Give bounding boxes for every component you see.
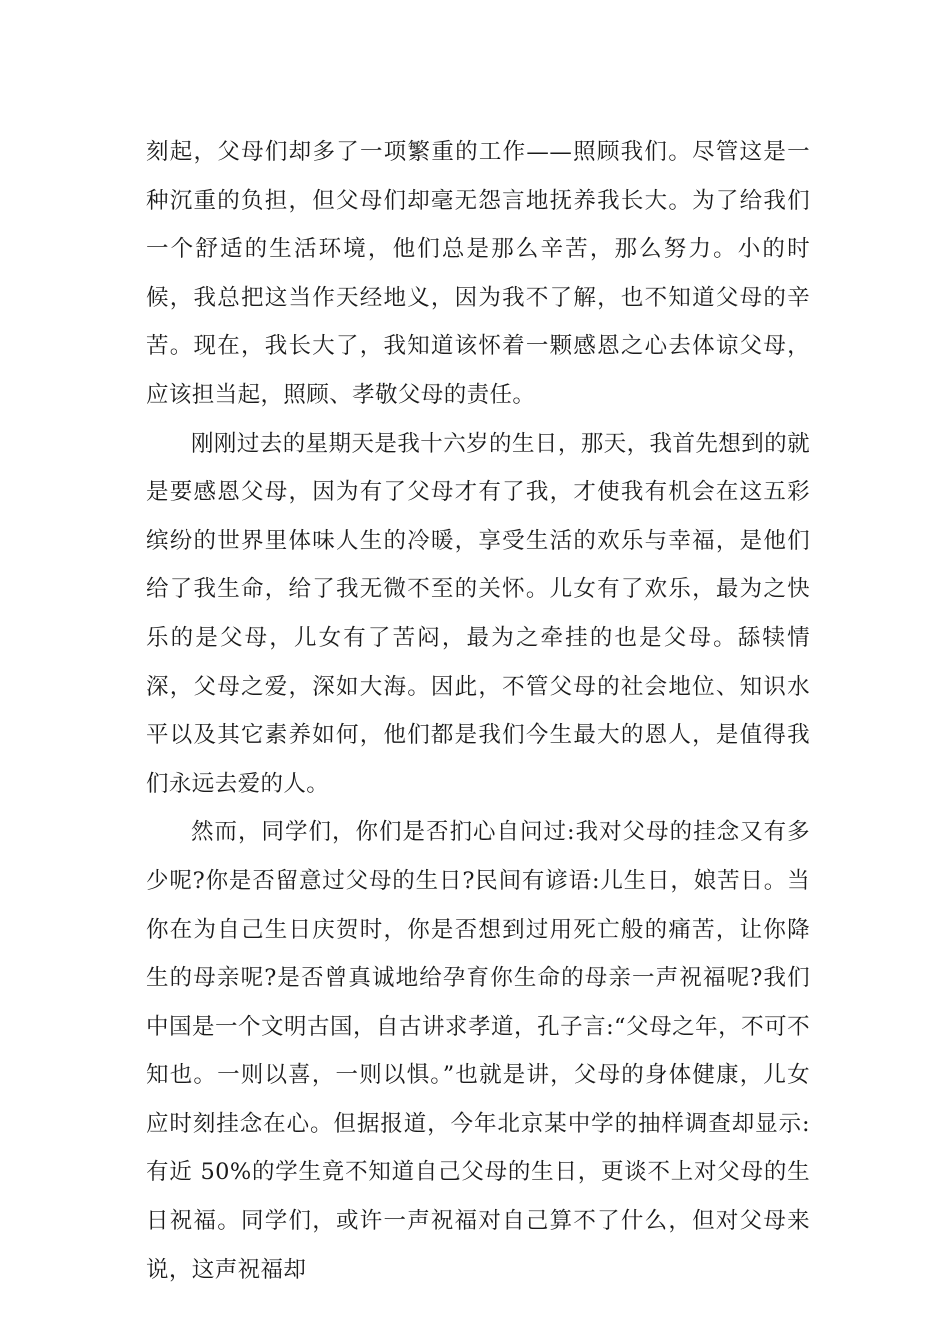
paragraph-2: 刚刚过去的星期天是我十六岁的生日，那天，我首先想到的就是要感恩父母，因为有了父母才有了我，才使我有机会在这五彩缤纷的世界里体味人生的冷暖，享受生活的欢乐与幸福，是他们给了我生命，给了我无微不至的关怀。儿女有了欢乐，最为之快乐的是父母，儿女有了苦闷，最为之牵挂的也是父母。舔犊情深，父母之爱，深如大海。因此，不管父母的社会地位、知识水平以及其它素养如何，他们都是我们今生最大的恩人，是值得我们永远去爱的人。: [146, 430, 810, 797]
document-body: [146, 128, 810, 1294]
paragraph-3: 然而，同学们，你们是否扪心自问过:我对父母的挂念又有多少呢?你是否留意过父母的生日?民间有谚语:儿生日，娘苦日。当你在为自己生日庆贺时，你是否想到过用死亡般的痛苦，让你降生的母亲呢?是否曾真诚地给孕育你生命的母亲一声祝福呢?我们中国是一个文明古国，自古讲求孝道，孔子言:“父母之年，不可不知也。一则以喜，一则以惧。”也就是讲，父母的身体健康，儿女应时刻挂念在心。但据报道，今年北京某中学的抽样调查却显示:有近 50%的学生竟不知道自己父母的生日，更谈不上对父母的生日祝福。同学们，或许一声祝福对自己算不了什么，但对父母来说，这声祝福却: [146, 819, 810, 1283]
paragraph-1: 刻起，父母们却多了一项繁重的工作——照顾我们。尽管这是一种沉重的负担，但父母们却毫无怨言地抚养我长大。为了给我们一个舒适的生活环境，他们总是那么辛苦，那么努力。小的时候，我总把这当作天经地义，因为我不了解，也不知道父母的辛苦。现在，我长大了，我知道该怀着一颗感恩之心去体谅父母，应该担当起，照顾、孝敬父母的责任。: [146, 139, 810, 408]
